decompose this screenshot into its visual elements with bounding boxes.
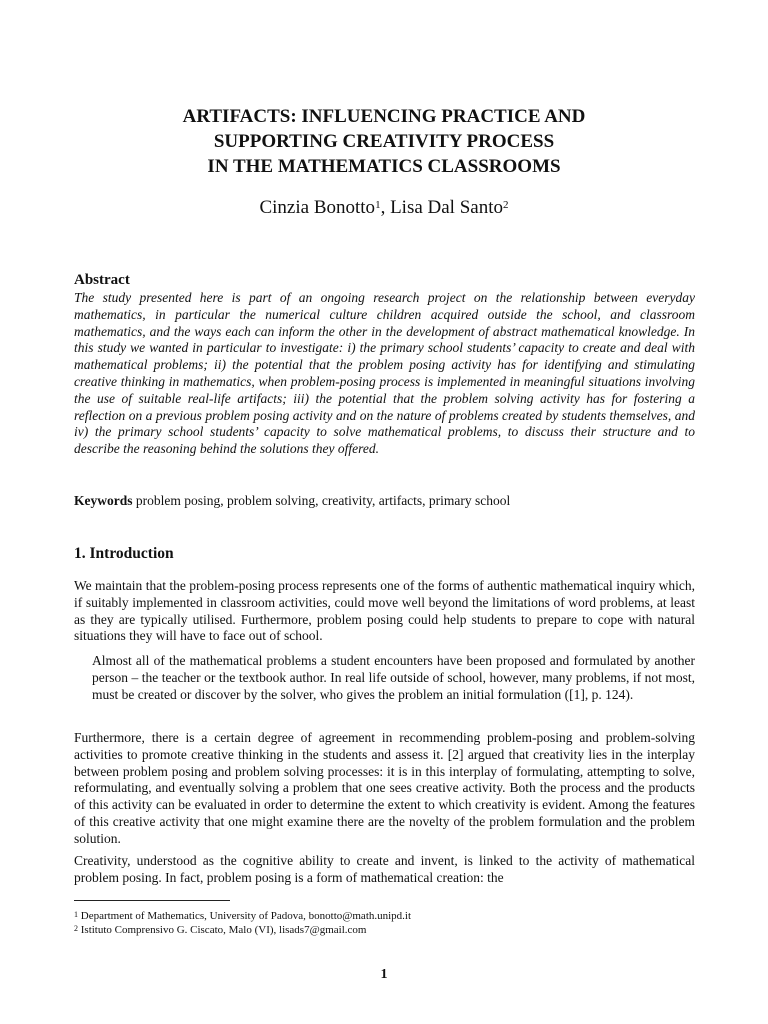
footnote [74, 909, 695, 923]
abstract-heading: Abstract [74, 272, 130, 288]
affiliation-mark: 2 [503, 199, 509, 211]
block-quote: Almost all of the mathematical problems a student encounters have been proposed and formulated by another person – the teacher or the textbook author. In real life outside of school, however, many problems, if not most, must be created or discover by the solver, who gives the problem an initial formulation ([1], p. 124). [92, 653, 695, 702]
keywords-line [74, 492, 695, 509]
paper-title [0, 104, 768, 179]
body-paragraph: We maintain that the problem-posing process represents one of the forms of authentic mathematical inquiry which, if suitably implemented in classroom activities, could move well beyond the limitations of word problems, at least as they are typically utilised. Furthermore, problem posing could help students to prepare to cope with natural situations they will have to face out of school. [74, 578, 695, 644]
title-line: ARTIFACTS: INFLUENCING PRACTICE AND [182, 106, 586, 127]
author-name: Cinzia Bonotto [259, 197, 376, 218]
footnote-divider [74, 900, 230, 901]
body-paragraph: Furthermore, there is a certain degree of agreement in recommending problem-posing and problem-solving activities to promote creative thinking in the students and assess it. [2] argued that creativity lies in the interplay between problem posing and problem solving processes: it is in this interplay of formulating, attempting to solve, reformulating, and eventually solving a problem that one sees creative activity. Both the process and the products of this activity can be evaluated in order to determine the extent to which creativity is evident. Among the features of this creative activity that one might examine there are the novelty of the problem formulation and the problem solution. [74, 730, 695, 846]
affiliation-mark: 1 [375, 199, 381, 211]
footnote-mark: 2 [74, 924, 78, 933]
section-heading: 1. Introduction [74, 545, 174, 562]
keywords-label: Keywords [74, 493, 133, 508]
author-name: Lisa Dal Santo [390, 197, 503, 218]
author-separator: , [380, 197, 391, 218]
author-list [0, 196, 768, 220]
keywords-text: problem posing, problem solving, creativity, artifacts, primary school [132, 493, 511, 508]
abstract-text: The study presented here is part of an ongoing research project on the relationship between everyday mathematics, in particular the numerical culture children acquired outside the school, and classroom mathematics, and the ways each can inform the other in the development of abstract mathematical knowledge. In this study we wanted in particular to investigate: i) the primary school students’ capacity to create and deal with mathematical problems; ii) the potential that the problem posing activity has for identifying and stimulating creative thinking in mathematics, when problem-posing process is implemented in meaningful situations involving the use of suitable real-life artifacts; iii) the potential that the problem solving activity has for fostering a reflection on a previous problem posing activity and on the nature of problems created by students themselves, and iv) the primary school students’ capacity to solve mathematical problems, to discuss their structure and to describe the reasoning behind the solutions they offered. [74, 290, 695, 457]
footnote-text: Istituto Comprensivo G. Ciscato, Malo (VI), lisads7@gmail.com [78, 924, 367, 936]
page-number: 1 [380, 967, 388, 982]
footnote-text: Department of Mathematics, University of Padova, bonotto@math.unipd.it [78, 910, 412, 922]
footnote [74, 923, 695, 937]
body-paragraph: Creativity, understood as the cognitive ability to create and invent, is linked to the activity of mathematical problem posing. In fact, problem posing is a form of mathematical creation: the [74, 853, 695, 885]
footnote-mark: 1 [74, 910, 78, 919]
title-line: IN THE MATHEMATICS CLASSROOMS [207, 156, 561, 177]
title-line: SUPPORTING CREATIVITY PROCESS [213, 131, 555, 152]
